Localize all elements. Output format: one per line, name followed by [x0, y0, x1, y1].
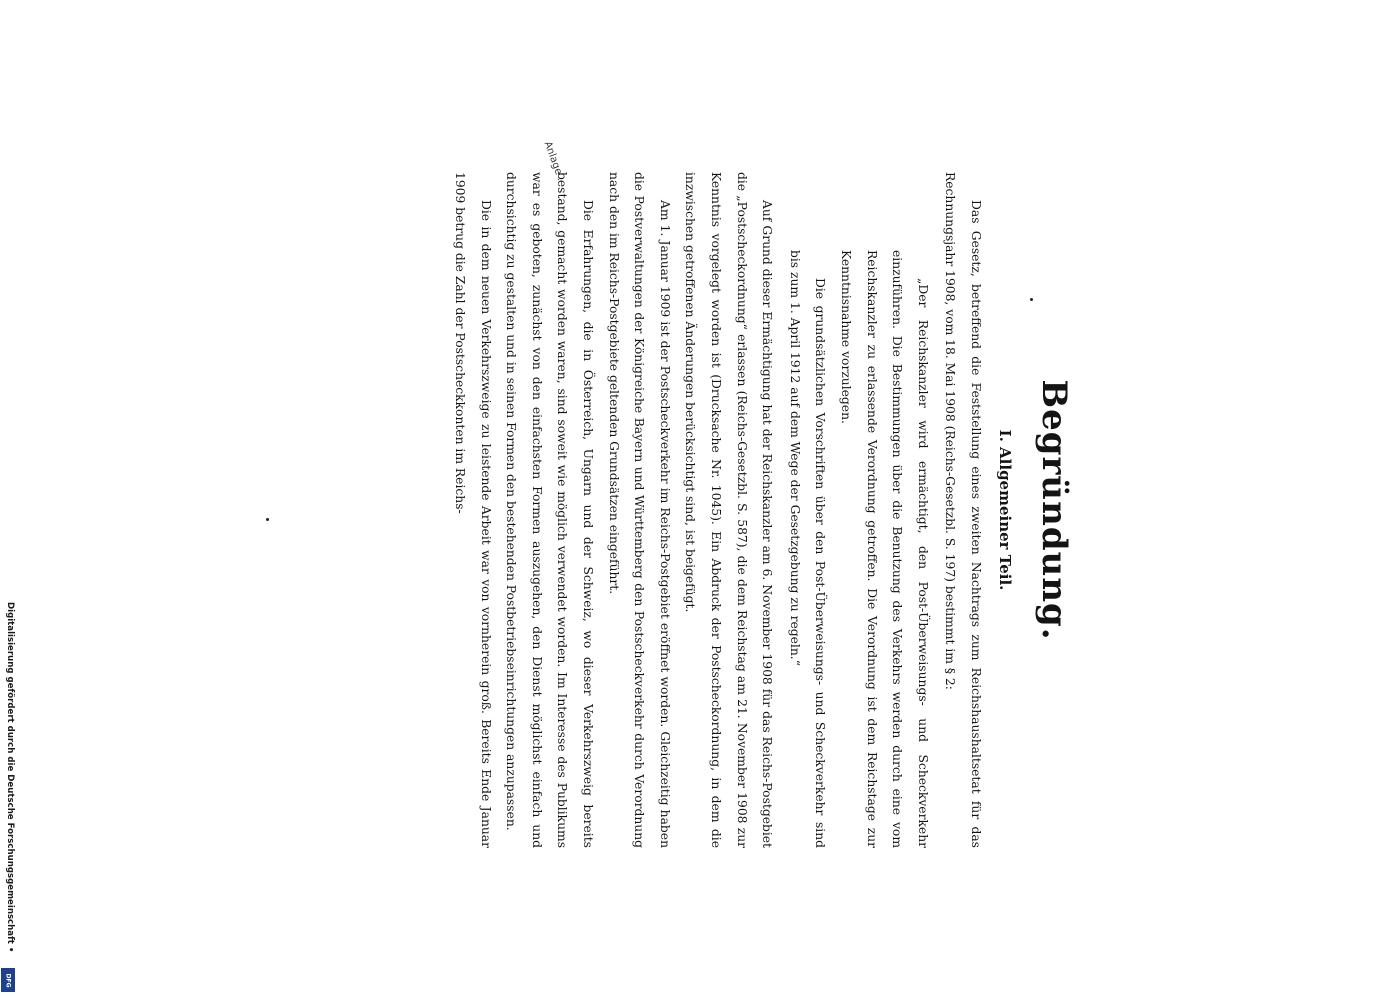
- paragraph-quote-1: „Der Reichskanzler wird ermächtigt, den Post-Überweisungs- und Scheckverkehr einzuführen. Die Bestimmungen über die Benutzung des Verkehrs werden durch eine vom Reichskanzler zu erlassende Verordnung getroffen. Die Verordnung ist dem Reichstage zur Kenntnisnahme vorzulegen.: [839, 250, 930, 848]
- scan-speck: [1030, 298, 1033, 301]
- paragraph-postscheckordnung: Auf Grund dieser Ermächtigung hat der Reichskanzler am 6. November 1908 für das Reichs-Postgebiet die „Postscheckordnung“ erlassen (Reichs-Gesetzbl. S. 587), die dem Reichstag am 21. November 1908 zur Kenntnis vorgelegt worden ist (Drucksache Nr. 1045). Ein Abdruck der Postscheckordnung, in dem die inzwischen getroffenen Änderungen berücksichtigt sind, ist beigefügt.: [683, 172, 775, 848]
- dfg-logo-text: DFG: [4, 972, 12, 988]
- page-title: Begründung.: [1034, 379, 1074, 641]
- section-heading: I. Allgemeiner Teil.: [996, 429, 1014, 591]
- paragraph-quote-2: Die grundsätzlichen Vorschriften über den Post-Überweisungs- und Scheckverkehr sind bis zum 1. April 1912 auf dem Wege der Gesetzgebung zu regeln.“: [787, 250, 828, 848]
- margin-annotation: Anlage .: [541, 140, 567, 183]
- paragraph-experiences: Die Erfahrungen, die in Österreich, Ungarn und der Schweiz, wo dieser Verkehrszweig bereits bestand, gemacht worden waren, sind soweit wie möglich verwendet worden. Im Interesse des Publikums war es geboten, zunächst von den einfachsten Formen auszugehen, den Dienst möglichst einfach und durchsichtig zu gestalten und in seinen Formen den bestehenden Postbetriebseinrichtungen anzupassen.: [504, 172, 596, 848]
- scan-speck: [266, 518, 269, 521]
- scanned-page: [300, 150, 1080, 870]
- footer-credit-text: Digitalisierung gefördert durch die Deutsche Forschungsgemeinschaft •: [5, 602, 15, 953]
- page-content: [300, 150, 1080, 870]
- footer-credit: [0, 600, 18, 995]
- paragraph-law-reference: Das Gesetz, betreffend die Feststellung eines zweiten Nachtrags zum Reichshaushaltsetat für das Rechnungsjahr 1908, vom 18. Mai 1908 (Reichs-Gesetzbl. S. 197) bestimmt im § 2:: [943, 172, 983, 848]
- paragraph-workload: Die in dem neuen Verkehrszweige zu leistende Arbeit war von vornherein groß. Bereits Ende Januar 1909 betrug die Zahl der Postscheckkonten im Reichs-: [453, 172, 493, 848]
- paragraph-opening: Am 1. Januar 1909 ist der Postscheckverkehr im Reichs-Postgebiet eröffnet worden. Gleichzeitig haben die Postverwaltungen der Königreiche Bayern und Württemberg den Postscheckverkehr durch Verordnung nach den im Reichs-Postgebiete geltenden Grundsätzen eingeführt.: [606, 172, 672, 848]
- dfg-logo-icon: [1, 968, 15, 992]
